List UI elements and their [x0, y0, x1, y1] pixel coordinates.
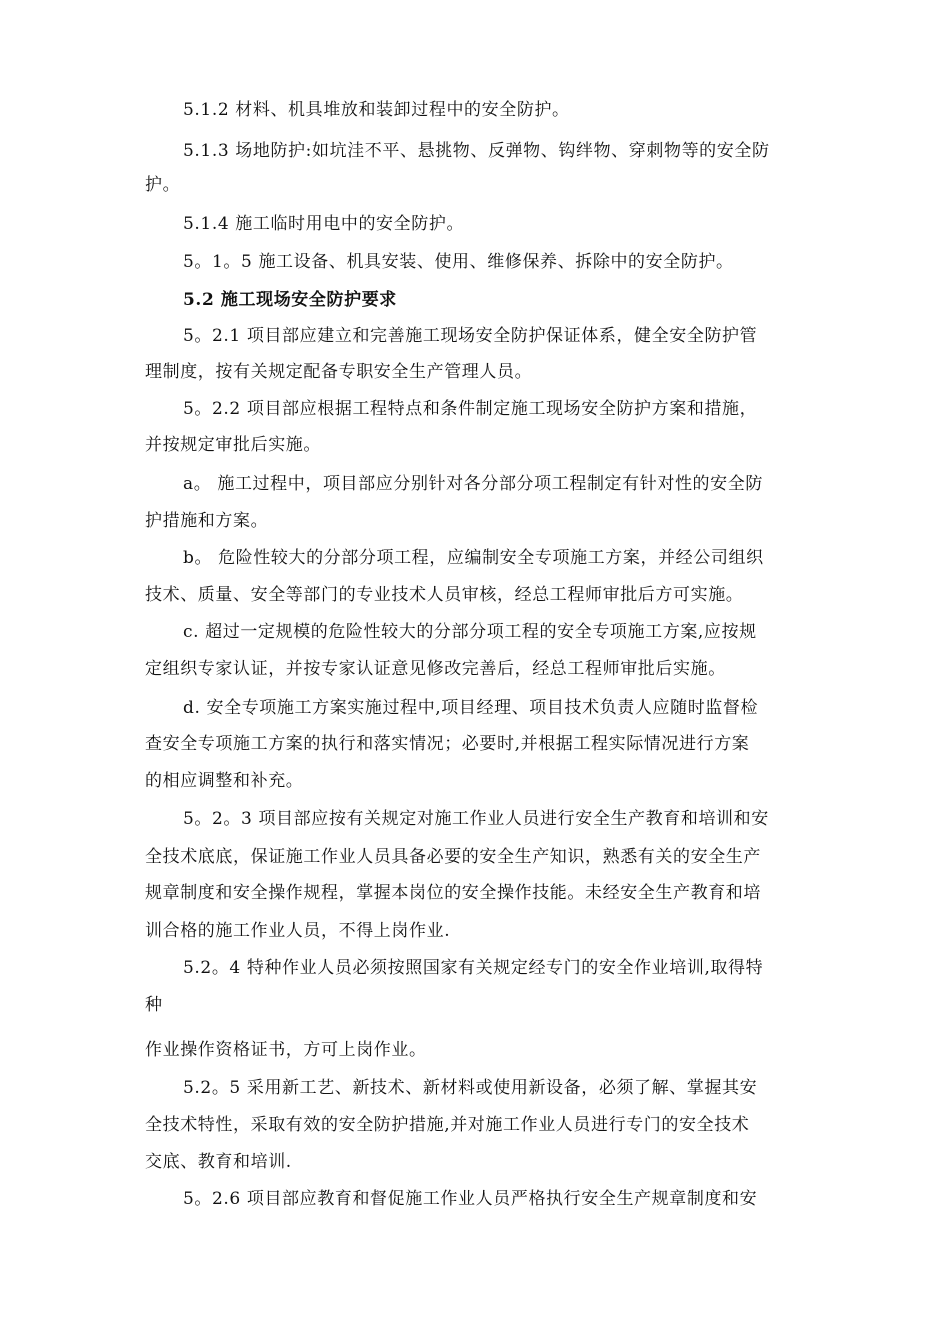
- item-d-cont-1: 查安全专项施工方案的执行和落实情况；必要时,并根据工程实际情况进行方案: [145, 734, 750, 754]
- clause-5-2-2: 5。2.2 项目部应根据工程特点和条件制定施工现场安全防护方案和措施，: [183, 399, 758, 419]
- clause-5-2-3: 5。2。3 项目部应按有关规定对施工作业人员进行安全生产教育和培训和安: [183, 809, 769, 829]
- clause-5-1-3-cont: 护。: [145, 175, 181, 195]
- section-heading-5-2: 5.2 施工现场安全防护要求: [183, 290, 397, 310]
- clause-5-1-2: 5.1.2 材料、机具堆放和装卸过程中的安全防护。: [183, 100, 570, 120]
- clause-5-1-4: 5.1.4 施工临时用电中的安全防护。: [183, 214, 465, 234]
- item-c-cont: 定组织专家认证，并按专家认证意见修改完善后，经总工程师审批后实施。: [145, 659, 726, 679]
- item-d-cont-2: 的相应调整和补充。: [145, 771, 304, 791]
- clause-5-2-3-cont-2: 规章制度和安全操作规程，掌握本岗位的安全操作技能。未经安全生产教育和培: [145, 883, 761, 903]
- clause-5-1-5: 5。1。5 施工设备、机具安装、使用、维修保养、拆除中的安全防护。: [183, 252, 734, 272]
- item-a: a。 施工过程中，项目部应分别针对各分部分项工程制定有针对性的安全防: [183, 474, 763, 494]
- clause-5-2-4: 5.2。4 特种作业人员必须按照国家有关规定经专门的安全作业培训,取得特: [183, 958, 764, 978]
- item-b: b。 危险性较大的分部分项工程，应编制安全专项施工方案，并经公司组织: [183, 548, 764, 568]
- item-d: d. 安全专项施工方案实施过程中,项目经理、项目技术负责人应随时监督检: [183, 698, 759, 718]
- clause-5-2-6: 5。2.6 项目部应教育和督促施工作业人员严格执行安全生产规章制度和安: [183, 1189, 758, 1209]
- clause-5-2-5: 5.2。5 采用新工艺、新技术、新材料或使用新设备，必须了解、掌握其安: [183, 1078, 758, 1098]
- clause-5-2-5-cont-1: 全技术特性，采取有效的安全防护措施,并对施工作业人员进行专门的安全技术: [145, 1115, 750, 1135]
- clause-5-1-3: 5.1.3 场地防护:如坑洼不平、悬挑物、反弹物、钩绊物、穿刺物等的安全防: [183, 141, 770, 161]
- clause-5-2-4-cont-2: 作业操作资格证书，方可上岗作业。: [145, 1040, 427, 1060]
- item-a-cont: 护措施和方案。: [145, 511, 269, 531]
- clause-5-2-1-cont: 理制度，按有关规定配备专职安全生产管理人员。: [145, 362, 533, 382]
- clause-5-2-4-cont-1: 种: [145, 995, 163, 1015]
- clause-5-2-5-cont-2: 交底、教育和培训.: [145, 1152, 292, 1172]
- clause-5-2-2-cont: 并按规定审批后实施。: [145, 435, 321, 455]
- item-c: c. 超过一定规模的危险性较大的分部分项工程的安全专项施工方案,应按规: [183, 622, 757, 642]
- clause-5-2-1: 5。2.1 项目部应建立和完善施工现场安全防护保证体系，健全安全防护管: [183, 326, 758, 346]
- clause-5-2-3-cont-3: 训合格的施工作业人员，不得上岗作业.: [145, 921, 451, 941]
- item-b-cont: 技术、质量、安全等部门的专业技术人员审核，经总工程师审批后方可实施。: [145, 585, 744, 605]
- clause-5-2-3-cont-1: 全技术底底，保证施工作业人员具备必要的安全生产知识，熟悉有关的安全生产: [145, 847, 761, 867]
